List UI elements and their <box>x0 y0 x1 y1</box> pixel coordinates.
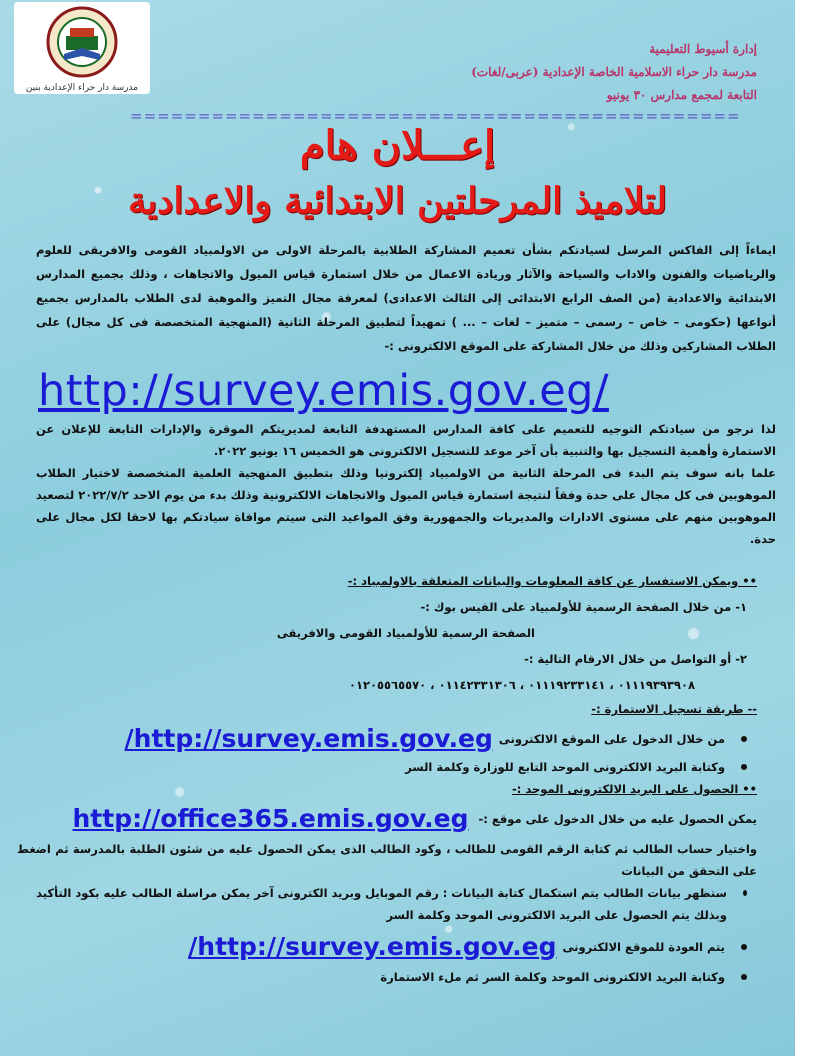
registration-heading: -- طريقة تسجيل الاستمارة :- <box>591 702 757 716</box>
email-bullet-1-text: ستظهر بيانات الطالب يتم استكمال كتابة البيانات : رقم الموبايل وبريد الكترونى آخر يمكن مراسلة الطالب عليه بكود التأكيد وبذلك يتم الحصول على البريد الالكترونى الموحد وكلمة السر <box>36 886 727 922</box>
email-line-1-text: يمكن الحصول عليه من خلال الدخول على موقع :- <box>478 811 757 826</box>
header-line-2: مدرسة دار حراء الاسلامية الخاصة الإعدادية (عربى/لغات) <box>471 65 757 79</box>
page-margin <box>795 0 816 1056</box>
bullet-icon <box>741 944 747 950</box>
email-bullet-3 <box>380 970 747 984</box>
bullet-icon <box>741 764 747 770</box>
office365-link[interactable]: http://office365.emis.gov.eg <box>72 804 469 833</box>
bullet-icon <box>743 890 747 896</box>
paragraph-2-text: لذا نرجو من سيادتكم التوجيه للتعميم على كافة المدارس المستهدفة التابعة لمديريتكم الموقرة والإدارات التابعة للإعلان عن الاستمارة وأهمية التسجيل بها والتنبية بأن آخر موعد للتسجيل الالكترونى هو الخميس ١٦ يونيو ٢٠٢٢. <box>36 422 776 458</box>
paragraph-2 <box>36 418 776 550</box>
announcement-title: إعـــلان هام <box>299 122 496 169</box>
school-logo-icon <box>14 2 150 94</box>
email-bullet-2-text: يتم العودة للموقع الالكترونى <box>562 939 725 954</box>
registration-bullet-1-text: من خلال الدخول على الموقع الالكترونى <box>498 731 725 746</box>
paragraph-3-text: علما بانه سوف يتم البدء فى المرحلة الثانية من الاولمبياد إلكترونيا وذلك بتطبيق المنهجية العلمية المتخصصة لاختيار الطلاب الموهوبين فى كل مجال على حدة وفقاً لنتيجة استمارة قياس الميول والاتجاهات الالكترونية وذلك بدء من يوم الاحد ٢٠٢٢/٧/٢ لتصعيد الموهوبين منهم على مستوى الادارات والمديريات والجمهورية وفق المواعيد التى سيتم موافاة سيادتكم بها لاحقا لكل مجال على حدة. <box>36 466 776 546</box>
email-bullet-1 <box>17 882 747 926</box>
bullet-icon <box>741 736 747 742</box>
inquiry-item-2: ٢- أو التواصل من خلال الارقام التالية :- <box>524 652 747 666</box>
school-logo <box>14 2 150 94</box>
registration-bullet-2 <box>405 760 747 774</box>
logo-bottom-text: مدرسة دار حراء الإعدادية بنين <box>25 83 139 93</box>
email-instructions: واختيار حساب الطالب ثم كتابة الرقم القومى للطالب ، وكود الطالب الذى يمكن الحصول عليه من شئون الطلبة بالمدرسة ثم اضغط على التحقق من البيانات <box>17 842 757 878</box>
email-heading: •• الحصول على البريد الالكترونى الموحد :- <box>512 782 757 796</box>
email-line-1 <box>73 804 758 833</box>
header-line-3: التابعة لمجمع مدارس ٣٠ يونيو <box>606 88 757 102</box>
registration-survey-link[interactable]: http://survey.emis.gov.eg/ <box>124 724 493 753</box>
registration-bullet-2-text: وكتابة البريد الالكترونى الموحد التابع للوزارة وكلمة السر <box>405 760 725 774</box>
email-bullet-2 <box>188 932 747 961</box>
email-bullet-3-text: وكتابة البريد الالكترونى الموحد وكلمة السر ثم ملء الاستمارة <box>380 970 725 984</box>
registration-bullet-1 <box>125 724 747 753</box>
inquiry-item-1: ١- من خلال الصفحة الرسمية للأولمبياد على الفيس بوك :- <box>420 600 747 614</box>
header-line-1: إدارة أسيوط التعليمية <box>649 42 757 56</box>
phone-numbers: ٠١١١٩٣٩٣٩٠٨ ، ٠١١١٩٢٣٣١٤١ ، ٠١١٤٢٣٣١٣٠٦ ، ٠١٢٠٥٥٦٥٥٧٠ <box>348 678 695 692</box>
paragraph-1: ايماءاً إلى الفاكس المرسل لسيادتكم بشأن تعميم المشاركة الطلابية بالمرحلة الاولى من الاولمبياد القومى والافريقى للعلوم والرياضيات والفنون والاداب والسياحة والآثار وريادة الاعمال من خلال استمارة قياس الميول والاتجاهات ، وذلك بجميع المدارس الابتدائية والاعدادية (من الصف الرابع الابتدائى إلى الثالث الاعدادى) لمعرفة مجال التميز والموهبة لدى الطلاب بالمدارس بجميع أنواعها (حكومى – خاص – رسمى – متميز – لغات – ... ) تمهيداً لتطبيق المرحلة الثانية (المنهجية المتخصصة فى كل مجال) على الطلاب المشاركين وذلك من خلال المشاركة على الموقع الالكترونى :- <box>36 243 776 353</box>
bullet-icon <box>741 974 747 980</box>
header <box>471 38 757 107</box>
inquiry-heading: •• ويمكن الاستفسار عن كافة المعلومات والبيانات المتعلقة بالاولمبياد :- <box>347 574 757 588</box>
return-survey-link[interactable]: http://survey.emis.gov.eg/ <box>188 932 557 961</box>
divider: ============================================= <box>130 107 741 125</box>
facebook-page-name: الصفحة الرسمية للأولمبياد القومى والافريقى <box>276 626 535 640</box>
announcement-subtitle: لتلاميذ المرحلتين الابتدائية والاعدادية <box>127 180 668 222</box>
main-survey-link[interactable]: http://survey.emis.gov.eg/ <box>38 366 609 416</box>
